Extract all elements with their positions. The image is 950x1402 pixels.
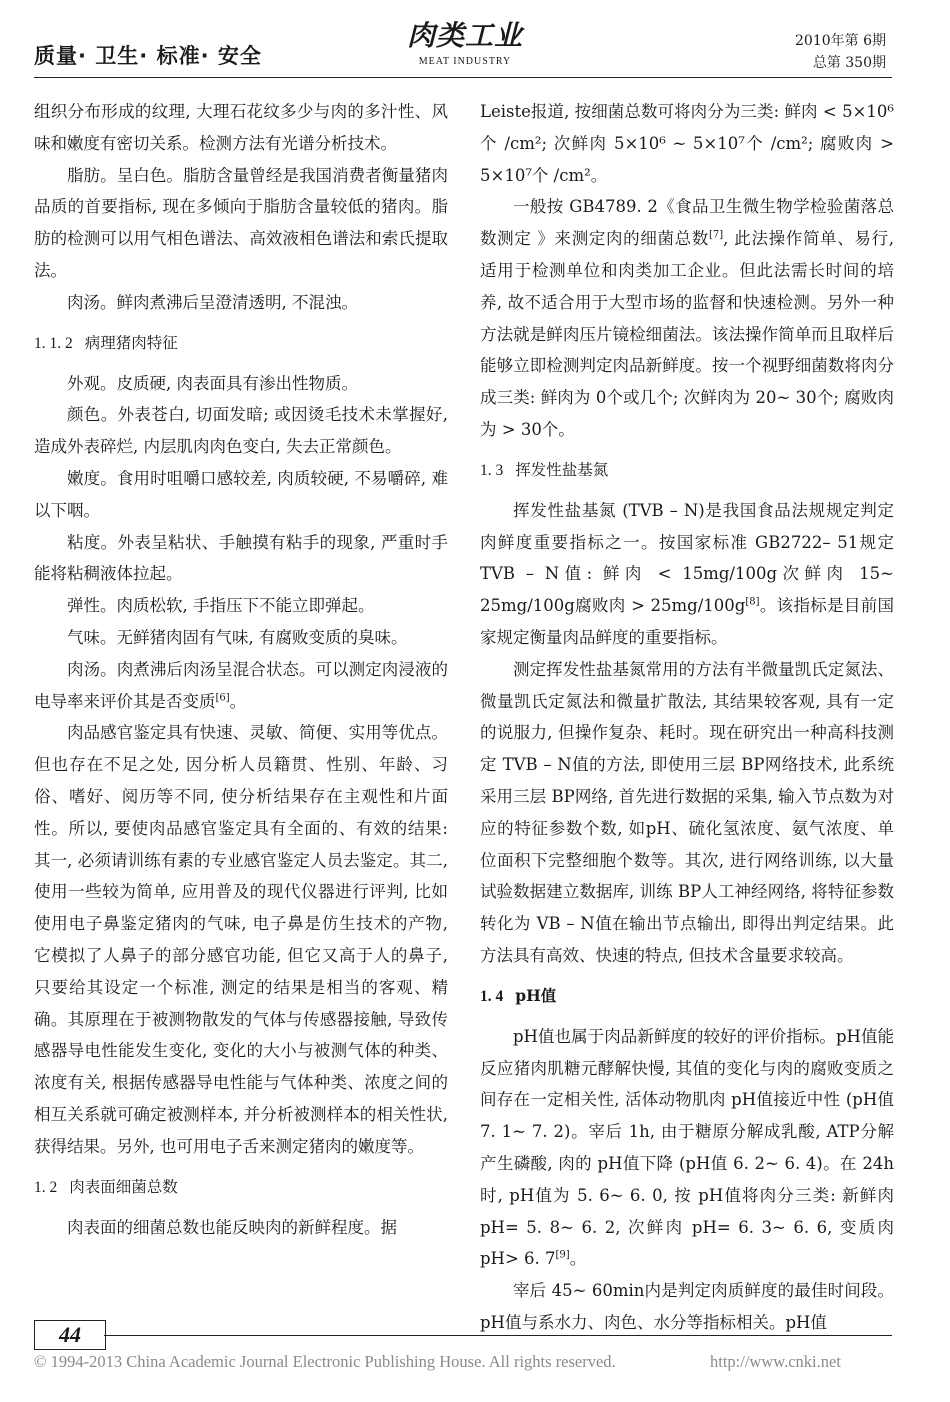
body-paragraph bbox=[480, 96, 894, 191]
paragraph-text-tail: , 此法操作简单、易行, 适用于检测单位和肉类加工企业。但此法需长时间的培养, 故不适合用于大型市场的监督和快速检测。另外一种方法就是鲜肉压片镜检细菌法。该法操作简单而且取样后能够立即检测判定肉品新鲜度。按一个视野细菌数将肉分成三类: 鲜肉为 0个或几个; 次鲜肉为 20~ 30个; 腐败肉为 > 30个。 bbox=[480, 229, 894, 439]
section-heading-text: 肉表面细菌总数 bbox=[69, 1177, 178, 1196]
cnki-link[interactable]: http://www.cnki.net bbox=[710, 1352, 841, 1371]
body-paragraph bbox=[34, 463, 448, 527]
section-heading bbox=[34, 1175, 448, 1200]
paragraph-text: 组织分布形成的纹理, 大理石花纹多少与肉的多汁性、风味和嫩度有密切关系。检测方法有光谱分析技术。 bbox=[34, 102, 448, 153]
body-paragraph bbox=[480, 1275, 894, 1339]
paragraph-text-tail: 。 bbox=[569, 1249, 587, 1269]
header-rule bbox=[34, 77, 892, 78]
paragraph-text: 测定挥发性盐基氮常用的方法有半微量凯氏定氮法、微量凯氏定氮法和微量扩散法, 其结果较客观, 具有一定的说服力, 但操作复杂、耗时。现在研究出一种高科技测定 TVB – N值的方法, 即使用三层 BP网络技术, 此系统采用三层 BP网络, 首先进行数据的采集, 输入节点数为对应的特征参数个数, 如pH、硫化氢浓度、氨气浓度、单位面积下完整细胞个数等。其次, 进行网络训练, 以大量试验数据建立数据库, 训练 BP人工神经网络, 将特征参数转化为 VB – N值在输出节点输出, 即得出判定结果。此方法具有高效、快速的特点, 但技术含量要求较高。 bbox=[480, 659, 894, 965]
body-paragraph bbox=[34, 654, 448, 718]
section-title: 质量· 卫生· 标准· 安全 bbox=[34, 44, 262, 68]
journal-logo-text: 肉类工业 bbox=[406, 19, 523, 52]
paragraph-text: Leiste报道, 按细菌总数可将肉分为三类: 鲜肉 < 5×10⁶个 /cm²; 次鲜肉 5×10⁶ ~ 5×10⁷个 /cm²; 腐败肉 > 5×10⁷个 /cm²。 bbox=[480, 102, 894, 185]
paragraph-text: 肉汤。鲜肉煮沸后呈澄清透明, 不混浊。 bbox=[67, 292, 358, 312]
section-heading-text: pH值 bbox=[515, 985, 557, 1005]
section-number: 1. 3 bbox=[480, 461, 504, 479]
body-paragraph bbox=[34, 527, 448, 591]
section-heading bbox=[480, 458, 894, 483]
section-heading-text: 挥发性盐基氮 bbox=[515, 460, 609, 479]
paragraph-text-tail: 。 bbox=[229, 691, 247, 711]
section-number: 1. 4 bbox=[480, 987, 504, 1005]
body-paragraph bbox=[34, 590, 448, 622]
paragraph-text: 外观。皮质硬, 肉表面具有渗出性物质。 bbox=[67, 373, 358, 393]
body-paragraph bbox=[480, 495, 894, 654]
paragraph-text: 一般按 GB4789. 2《食品卫生微生物学检验菌落总数测定 》来测定肉的细菌总数 bbox=[480, 197, 894, 249]
citation-ref[interactable]: [6] bbox=[215, 692, 230, 704]
paragraph-text: pH值也属于肉品新鲜度的较好的评价指标。pH值能反应猪肉肌糖元酵解快慢, 其值的变化与肉的腐败变质之间存在一定相关性, 活体动物肌肉 pH值接近中性 (pH值 7. 1~ 7. 2)。宰后 1h, 由于糖原分解成乳酸, ATP分解产生磷酸, 肉的 pH值下降 (pH值 6. 2~ 6. 4)。在 24h时, pH值为 5. 6~ 6. 0, 按 pH值将肉分三类: 新鲜肉 pH= 5. 8~ 6. 2, 次鲜肉 pH= 6. 3~ 6. 6, 变质肉 pH> 6. 7 bbox=[480, 1026, 894, 1269]
body-paragraph bbox=[34, 160, 448, 287]
body-paragraph bbox=[34, 368, 448, 400]
paragraph-text: 挥发性盐基氮 (TVB – N)是我国食品法规规定判定肉鲜度重要指标之一。按国家标准 GB2722– 51规定 TVB – N值: 鲜肉 < 15mg/100g次鲜肉 15~ 25mg/100g腐败肉 > 25mg/100g bbox=[480, 500, 894, 616]
page-number: 44 bbox=[34, 1320, 106, 1350]
body-paragraph bbox=[480, 654, 894, 972]
copyright-notice bbox=[34, 1352, 841, 1372]
total-issue-number: 总第 350期 bbox=[812, 55, 886, 71]
journal-logo bbox=[395, 20, 535, 67]
paragraph-text: 肉品感官鉴定具有快速、灵敏、简便、实用等优点。但也存在不足之处, 因分析人员籍贯、性别、年龄、习俗、嗜好、阅历等不同, 使分析结果存在主观性和片面性。所以, 要使肉品感官鉴定具有全面的、有效的结果: 其一, 必须请训练有素的专业感官鉴定人员去鉴定。其二, 使用一些较为简单, 应用普及的现代仪器进行评判, 比如使用电子鼻鉴定猪肉的气味, 电子鼻是仿生技术的产物, 它模拟了人鼻子的部分感官功能, 但它又高于人的鼻子, 只要给其设定一个标准, 测定的结果是相当的客观、精确。其原理在于被测物散发的气体与传感器接触, 导致传感器导电性能发生变化, 变化的大小与被测气体的种类、浓度有关, 根据传感器导电性能与气体种类、浓度之间的相互关系就可确定被测样本, 并分析被测样本的相关性状, 获得结果。另外, 也可用电子舌来测定猪肉的嫩度等。 bbox=[34, 723, 448, 1156]
section-number: 1. 2 bbox=[34, 1178, 58, 1196]
paragraph-text: 气味。无鲜猪肉固有气味, 有腐败变质的臭味。 bbox=[67, 627, 408, 647]
citation-ref[interactable]: [7] bbox=[708, 229, 724, 241]
body-paragraph bbox=[480, 1021, 894, 1275]
paragraph-text: 弹性。肉质松软, 手指压下不能立即弹起。 bbox=[67, 596, 375, 616]
paragraph-text-tail: 。该指标是目前国家规定衡量肉品鲜度的重要指标。 bbox=[480, 596, 894, 647]
citation-ref[interactable]: [8] bbox=[745, 596, 760, 608]
section-heading bbox=[480, 984, 894, 1009]
right-column bbox=[480, 96, 894, 1339]
paragraph-text: 脂肪。呈白色。脂肪含量曾经是我国消费者衡量猪肉品质的首要指标, 现在多倾向于脂肪含量较低的猪肉。脂肪的检测可以用气相色谱法、高效液相色谱法和索氏提取法。 bbox=[34, 165, 448, 280]
body-paragraph bbox=[34, 622, 448, 654]
body-paragraph bbox=[34, 399, 448, 463]
body-paragraph bbox=[34, 96, 448, 160]
issue-number: 2010年第 6期 bbox=[795, 33, 886, 49]
body-paragraph bbox=[480, 191, 894, 445]
paragraph-text: 宰后 45~ 60min内是判定肉质鲜度的最佳时间段。pH值与系水力、肉色、水分等指标相关。pH值 bbox=[480, 1281, 894, 1332]
body-paragraph bbox=[34, 717, 448, 1162]
issue-info bbox=[795, 30, 886, 74]
left-column bbox=[34, 96, 448, 1243]
paragraph-text: 肉表面的细菌总数也能反映肉的新鲜程度。据 bbox=[67, 1217, 397, 1237]
section-heading bbox=[34, 331, 448, 356]
body-paragraph bbox=[34, 287, 448, 319]
section-heading-text: 病理猪肉特征 bbox=[84, 333, 178, 352]
paragraph-text: 嫩度。食用时咀嚼口感较差, 肉质较硬, 不易嚼碎, 难以下咽。 bbox=[34, 468, 448, 520]
paragraph-text: 肉汤。肉煮沸后肉汤呈混合状态。可以测定肉浸液的电导率来评价其是否变质 bbox=[34, 659, 448, 711]
footer-rule bbox=[104, 1335, 892, 1336]
citation-ref[interactable]: [9] bbox=[555, 1249, 570, 1261]
paragraph-text: 粘度。外表呈粘状、手触摸有粘手的现象, 严重时手能将粘稠液体拉起。 bbox=[34, 532, 448, 584]
journal-english-name: MEAT INDUSTRY bbox=[418, 56, 512, 67]
body-paragraph bbox=[34, 1212, 448, 1244]
section-number: 1. 1. 2 bbox=[34, 334, 73, 352]
copyright-text: © 1994-2013 China Academic Journal Electronic Publishing House. All rights reserved. bbox=[34, 1352, 616, 1371]
paragraph-text: 颜色。外表苍白, 切面发暗; 或因烫毛技术未掌握好, 造成外表碎烂, 内层肌肉肉色变白, 失去正常颜色。 bbox=[34, 405, 448, 457]
